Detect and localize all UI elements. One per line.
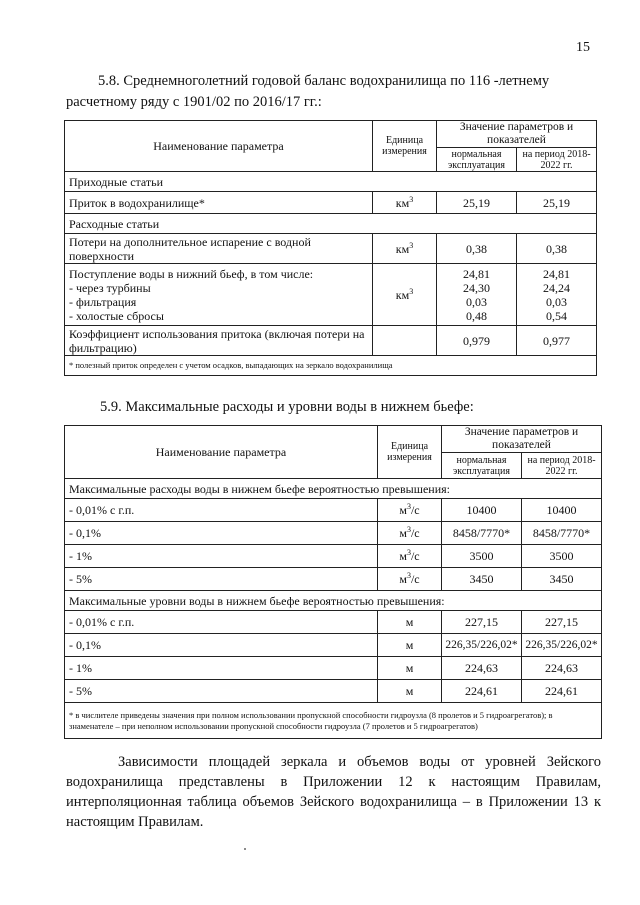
table-footnote: * полезный приток определен с учетом осадков, выпадающих на зеркало водохранилища [65,356,597,376]
value-period: 3500 [522,545,602,568]
table-row [65,326,597,356]
param-name: - 1% [65,657,378,680]
value-normal: 10400 [442,499,522,522]
value-normal: 25,19 [437,192,517,214]
value-period: 3450 [522,568,602,591]
value-period: 227,15 [522,611,602,634]
group-row [65,172,597,192]
group-row [65,214,597,234]
param-name: Коэффициент использования притока (включая потери на фильтрацию) [65,326,373,356]
param-name: - 0,1% [65,634,378,657]
table-row [65,657,602,680]
table-row [65,522,602,545]
group-levels-label: Максимальные уровни воды в нижнем бьефе вероятностью превышения: [65,591,602,611]
param-unit: $км^3$ [373,234,437,264]
value-period: 25,19 [517,192,597,214]
param-name-multiline: Поступление воды в нижний бьеф, в том числе: - через турбины - фильтрация - холостые сбросы [65,264,373,326]
value-normal: 8458/7770* [442,522,522,545]
value-period: 224,63 [522,657,602,680]
value-normal: 224,61 [442,680,522,703]
header-values: Значение параметров и показателей [442,426,602,453]
value-period: 0,977 [517,326,597,356]
param-unit: м [378,657,442,680]
param-unit: $м^3/с$ [378,499,442,522]
section-5-8-heading: 5.8. Среднемноголетний годовой баланс водохранилища по 116 -летнему расчетному ряду с 1901/02 по 2016/17 гг.: [66,73,550,110]
table-row [65,499,602,522]
value-period: 24,81 24,24 0,03 0,54 [517,264,597,326]
param-unit: $км^3$ [373,192,437,214]
param-name: - 1% [65,545,378,568]
page-number: 15 [576,40,590,55]
section-5-9-heading: 5.9. Максимальные расходы и уровни воды в нижнем бьефе: [100,399,474,415]
header-unit: Единица измерения [373,121,437,172]
value-period: 0,38 [517,234,597,264]
header-unit: Единица измерения [378,426,442,479]
footnote-row [65,356,597,376]
param-name: - 0,01% с г.п. [65,611,378,634]
param-unit: м [378,611,442,634]
table-row [65,192,597,214]
value-period: 10400 [522,499,602,522]
value-normal: 224,63 [442,657,522,680]
group-flows-label: Максимальные расходы воды в нижнем бьефе вероятностью превышения: [65,479,602,499]
param-name: - 0,01% с г.п. [65,499,378,522]
param-unit: $м^3/с$ [378,568,442,591]
header-period: на период 2018-2022 гг. [522,453,602,479]
table-footnote: * в числителе приведены значения при полном использовании пропускной способности гидроузла (8 пролетов и 5 гидроагрегатов); в знаменателе – при неполном использовании пропускной способности гидроузла (7 пролетов и 5 гидроагрегатов) [65,703,602,739]
table-row [65,680,602,703]
value-normal: 0,38 [437,234,517,264]
param-unit: $м^3/с$ [378,522,442,545]
reservoir-balance-table [64,120,597,376]
max-flows-levels-table [64,425,602,739]
table-row [65,545,602,568]
header-row [65,121,597,148]
header-row [65,426,602,453]
footnote-row [65,703,602,739]
param-unit: м [378,634,442,657]
value-normal: 227,15 [442,611,522,634]
group-income-label: Приходные статьи [65,172,597,192]
value-period: 8458/7770* [522,522,602,545]
table-row [65,634,602,657]
param-name: Приток в водохранилище* [65,192,373,214]
header-normal: нормальная эксплуатация [442,453,522,479]
header-param: Наименование параметра [65,426,378,479]
value-normal: 226,35/226,02* [442,634,522,657]
param-unit [373,326,437,356]
param-unit: $м^3/с$ [378,545,442,568]
param-name: - 5% [65,568,378,591]
table-row [65,611,602,634]
param-unit: $км^3$ [373,264,437,326]
value-normal: 24,81 24,30 0,03 0,48 [437,264,517,326]
group-row [65,591,602,611]
table-row [65,568,602,591]
table-row [65,264,597,326]
value-normal: 0,979 [437,326,517,356]
group-expense-label: Расходные статьи [65,214,597,234]
appendix-reference-paragraph: Зависимости площадей зеркала и объемов воды от уровней Зейского водохранилища представлены в Приложении 12 к настоящим Правилам, интерполяционная таблица объемов Зейского водохранилища – в Приложении 13 к настоящим Правилам. [66,754,601,830]
param-unit: м [378,680,442,703]
scan-speck [244,848,246,850]
value-period: 224,61 [522,680,602,703]
header-period: на период 2018-2022 гг. [517,148,597,172]
param-name: - 5% [65,680,378,703]
value-normal: 3450 [442,568,522,591]
value-normal: 3500 [442,545,522,568]
param-name: Потери на дополнительное испарение с водной поверхности [65,234,373,264]
header-normal: нормальная эксплуатация [437,148,517,172]
group-row [65,479,602,499]
param-name: - 0,1% [65,522,378,545]
header-param: Наименование параметра [65,121,373,172]
value-period: 226,35/226,02* [522,634,602,657]
table-row [65,234,597,264]
header-values: Значение параметров и показателей [437,121,597,148]
